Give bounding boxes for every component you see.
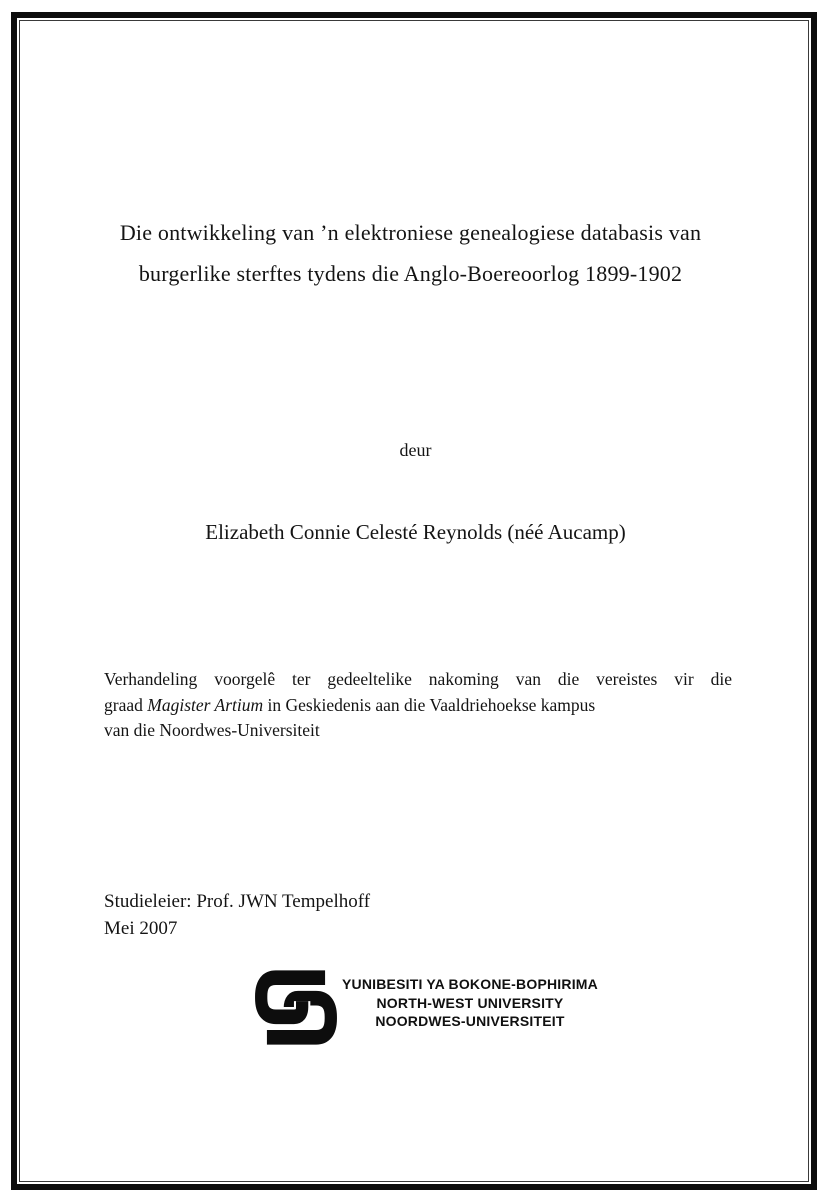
submission-line1: Verhandeling voorgelê ter gedeeltelike nakoming van die vereistes vir die [104, 669, 732, 689]
university-name-english: NORTH-WEST UNIVERSITY [376, 994, 564, 1011]
university-name-afrikaans: NOORDWES-UNIVERSITEIT [375, 1013, 565, 1029]
university-name-setswana: YUNIBESITI YA BOKONE-BOPHIRIMA [342, 976, 598, 992]
supervisor-line: Studieleier: Prof. JWN Tempelhoff [104, 891, 371, 912]
supervisor-block [104, 888, 370, 942]
degree-name-italic: Magister Artium [147, 694, 264, 715]
submission-line2-pre: graad [104, 694, 148, 715]
submission-line3: van die Noordwes-Universiteit [104, 720, 320, 740]
thesis-title-line1: Die ontwikkeling van ’n elektroniese genealogiese databasis van [119, 220, 702, 245]
thesis-title-line2: burgerlike sterftes tydens die Anglo-Boereoorlog 1899-1902 [138, 261, 683, 286]
nwu-chainlink-logo-icon [253, 966, 339, 1049]
submission-line2 [104, 693, 732, 719]
date-line: Mei 2007 [104, 918, 178, 939]
university-logo-text [342, 975, 598, 1031]
university-logo [253, 966, 598, 1049]
submission-statement [104, 667, 732, 744]
thesis-title [70, 212, 751, 294]
author-name: Elizabeth Connie Celesté Reynolds (néé Aucamp) [205, 520, 626, 544]
byline-deur: deur [399, 440, 432, 460]
submission-line2-post: in Geskiedenis aan die Vaaldriehoekse kampus [263, 694, 596, 715]
